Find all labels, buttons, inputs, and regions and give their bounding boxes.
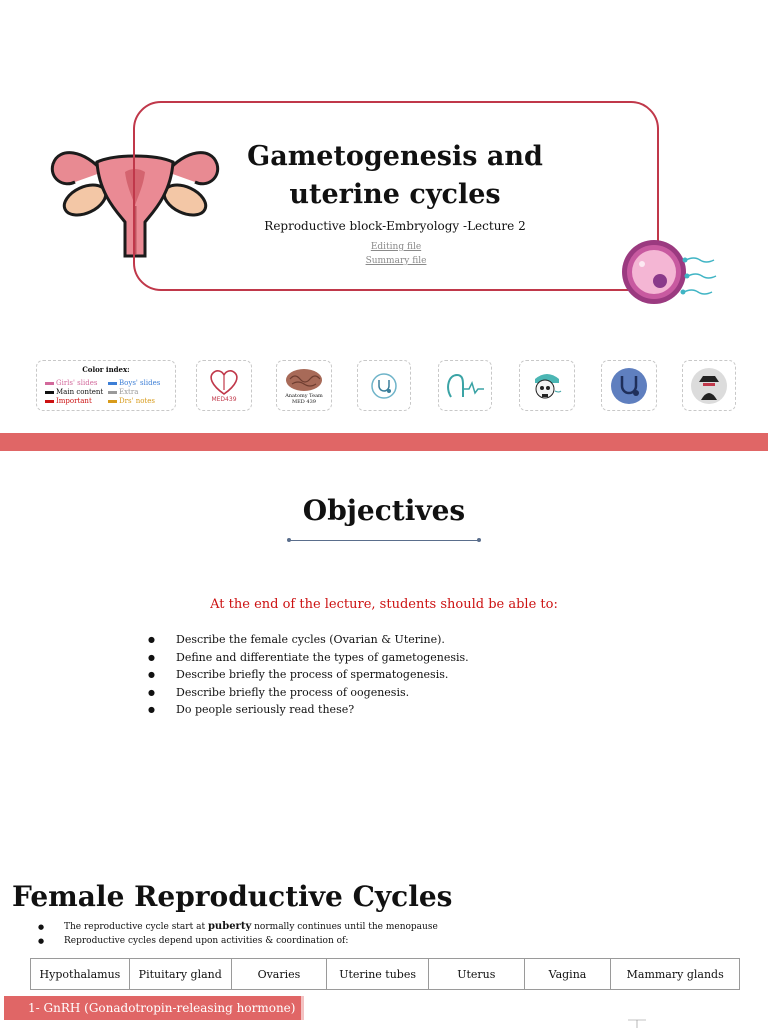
title-line-2: uterine cycles	[289, 179, 501, 210]
list-item: ● Define and differentiate the types of gametogenesis.	[148, 649, 469, 667]
blue-stethoscope-logo[interactable]	[601, 360, 657, 411]
color-index-title: Color index:	[82, 365, 130, 374]
skull-icon	[527, 367, 567, 405]
underline-dot-right	[477, 538, 481, 542]
bold-term: puberty	[207, 921, 252, 932]
objectives-list	[148, 631, 469, 719]
spy-logo[interactable]	[682, 360, 736, 411]
stethoscope-badge-icon	[364, 367, 404, 405]
color-index-girls: Girls' slides	[45, 379, 108, 387]
color-index-main: Main content	[45, 388, 108, 396]
anatomy-team-logo[interactable]: Anatomy Team MED 439	[276, 360, 332, 411]
list-item: ● The reproductive cycle start at puberty normally continues until the menopause	[38, 920, 438, 934]
list-item: ● Describe the female cycles (Ovarian & Uterine).	[148, 631, 469, 649]
page-title	[240, 138, 550, 214]
organs-table	[30, 958, 740, 990]
objectives-title: Objectives	[302, 494, 466, 527]
color-index-drs-notes: Drs' notes	[108, 397, 171, 405]
list-item: ● Describe briefly the process of spermatogenesis.	[148, 666, 469, 684]
list-item: ● Describe briefly the process of oogenesis.	[148, 684, 469, 702]
female-cycles-bullets	[38, 920, 438, 948]
corner-diagram-fragment	[626, 1013, 648, 1024]
brain-icon	[284, 367, 324, 393]
title-line-1: Gametogenesis and	[247, 141, 543, 172]
lecture-subtitle: Reproductive block-Embryology -Lecture 2	[264, 219, 526, 233]
egg-sperm-illustration	[612, 236, 722, 308]
table-cell: Ovaries	[231, 959, 327, 990]
skull-logo[interactable]	[519, 360, 575, 411]
teal-stethoscope-logo[interactable]	[438, 360, 492, 411]
table-cell: Uterus	[428, 959, 524, 990]
section-title: Female Reproductive Cycles	[12, 880, 453, 913]
table-cell: Pituitary gland	[129, 959, 231, 990]
objectives-intro: At the end of the lecture, students should be able to:	[210, 597, 558, 612]
spy-icon	[689, 366, 729, 406]
list-item: ● Reproductive cycles depend upon activities & coordination of:	[38, 934, 438, 948]
color-index-important: Important	[45, 397, 108, 405]
gnrh-heading-bar: 1- GnRH (Gonadotropin-releasing hormone)	[4, 996, 304, 1020]
teal-heart-icon	[443, 367, 487, 405]
underline-dot-left	[287, 538, 291, 542]
objectives-underline	[289, 540, 479, 541]
table-row	[31, 959, 740, 990]
med439-logo[interactable]: MED439	[196, 360, 252, 411]
editing-file-link[interactable]: Editing file	[370, 242, 422, 252]
color-index-box	[36, 360, 176, 411]
table-cell: Uterine tubes	[327, 959, 429, 990]
summary-file-link[interactable]: Summary file	[365, 256, 427, 266]
color-index-extra: Extra	[108, 388, 171, 396]
team-badge-logo[interactable]	[357, 360, 411, 411]
table-cell: Vagina	[524, 959, 611, 990]
section-divider-band	[0, 433, 768, 451]
list-item: ● Do people seriously read these?	[148, 701, 469, 719]
heart-icon	[207, 368, 241, 396]
table-cell: Mammary glands	[611, 959, 740, 990]
table-cell: Hypothalamus	[31, 959, 130, 990]
color-index-boys: Boys' slides	[108, 379, 171, 387]
stethoscope-icon	[609, 366, 649, 406]
